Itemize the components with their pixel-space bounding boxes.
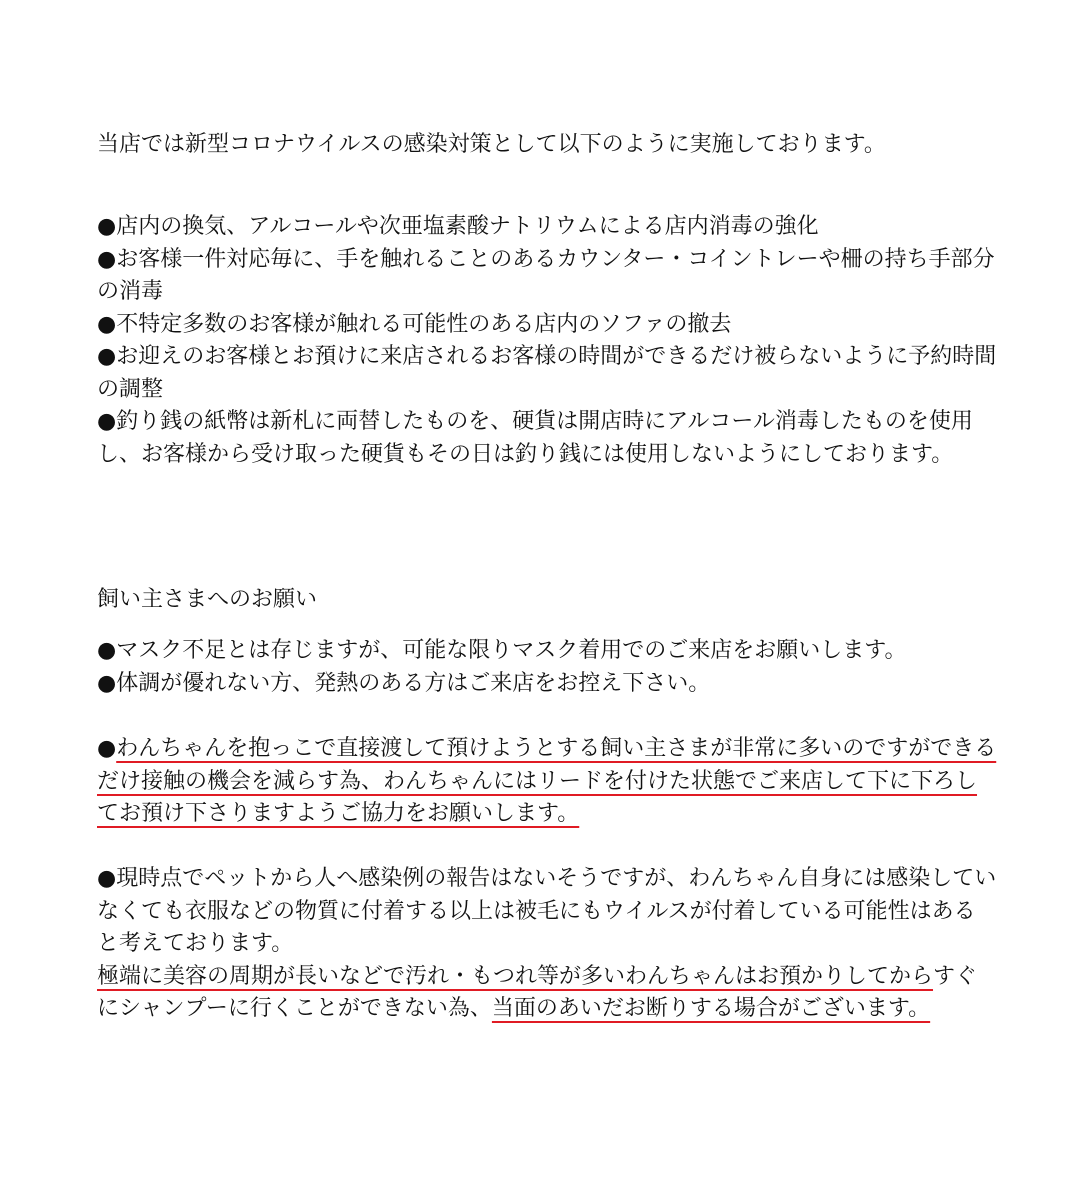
underlined-text: 当面のあいだお断りする場合がございます。 (491, 996, 931, 1021)
measure-item: ●お迎えのお客様とお預けに来店されるお客様の時間ができるだけ被らないように予約時間の調整 (97, 344, 997, 402)
measures-list (97, 211, 997, 471)
owners-heading-text: 飼い主さまへのお願い (97, 587, 318, 612)
underlined-text: わんちゃんを抱っこで直接渡して預けようとする飼い主さまが非常に多いのですができるだけ接触の機会を減らす為、わんちゃんにはリードを付けた状態でご来店して下に下ろしてお預け下さりますようご協力をお願いします。 (97, 736, 997, 826)
measure-item: ●店内の換気、アルコールや次亜塩素酸ナトリウムによる店内消毒の強化 (97, 214, 819, 239)
handover-paragraph (97, 733, 997, 831)
pets-intro-text: ●現時点でペットから人へ感染例の報告はないそうですが、わんちゃん自身には感染していなくても衣服などの物質に付着する以上は被毛にもウイルスが付着している可能性はあると考えております。 (97, 866, 997, 956)
measure-item: ●不特定多数のお客様が触れる可能性のある店内のソファの撤去 (97, 311, 732, 337)
measure-item: ●釣り銭の紙幣は新札に両替したものを、硬貨は開店時にアルコール消毒したものを使用し、お客様から受け取った硬貨もその日は釣り銭には使用しないようにしております。 (97, 409, 973, 467)
measure-item: ●お客様一件対応毎に、手を触れることのあるカウンター・コイントレーや柵の持ち手部分の消毒 (97, 246, 995, 304)
request-item: ●体調が優れない方、発熱のある方はご来店をお控え下さい。 (97, 670, 711, 696)
pets-refusal-paragraph (97, 961, 997, 1026)
request-item: ●マスク不足とは存じますが、可能な限りマスク着用でのご来店をお願いします。 (97, 638, 907, 663)
requests-list (97, 635, 997, 700)
underlined-text: 極端に美容の周期が長いなどで汚れ・もつれ等が多いわんちゃんはお預かりしてから (97, 963, 934, 989)
intro-text: 当店では新型コロナウイルスの感染対策として以下のように実施しております。 (97, 132, 886, 157)
handover-request (97, 733, 997, 831)
section-heading (97, 584, 997, 617)
pets-notice (97, 863, 997, 1026)
intro-paragraph (97, 129, 997, 162)
bullet-mark: ● (97, 736, 117, 761)
plain-text: すぐにシャンプーに行くことができない為、 (97, 963, 978, 1021)
